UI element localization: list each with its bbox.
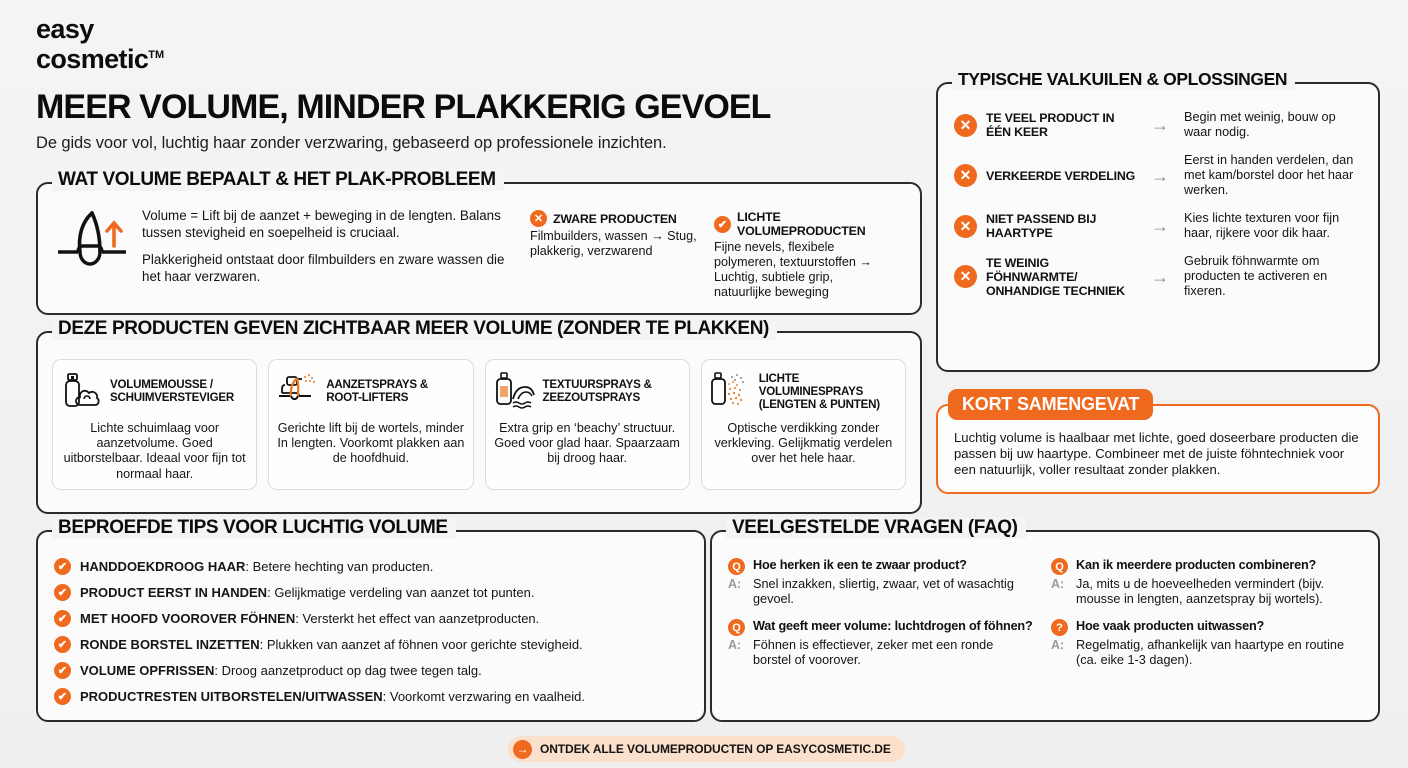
faq-answer-label: A: (728, 577, 742, 591)
check-circle-icon: ✔ (54, 584, 71, 601)
faq-answer-label: A: (728, 638, 742, 652)
tip-lead: PRODUCT EERST IN HANDEN (80, 585, 268, 600)
section-title-summary: KORT SAMENGEVAT (948, 389, 1153, 420)
product-name-mousse: VOLUMEMOUSSE / SCHUIMVERSTEVIGER (110, 378, 234, 404)
faq-answer: Regelmatig, afhankelijk van haartype en routine (ca. eike 1-3 dagen). (1076, 638, 1345, 667)
compare-light-label: LICHTE VOLUMEPRODUCTEN (737, 210, 866, 238)
section-title-basics: WAT VOLUME BEPAALT & HET PLAK-PROBLEEM (52, 169, 504, 191)
x-circle-icon: ✕ (954, 114, 977, 137)
faq-item (1051, 558, 1356, 607)
arrow-right-icon: → (1151, 115, 1169, 135)
check-circle-icon: ✔ (54, 662, 71, 679)
section-title-pitfalls: TYPISCHE VALKUILEN & OPLOSSINGEN (952, 69, 1295, 90)
faq-answer-label: A: (1051, 577, 1065, 591)
list-item: ✔ RONDE BORSTEL INZETTEN: Plukken van aanzet af föhnen voor gerichte stevigheid. (54, 636, 690, 653)
question-badge-icon: ? (1051, 619, 1068, 636)
brand-line-2 (36, 42, 164, 72)
x-circle-icon: ✕ (530, 210, 547, 227)
faq-answer: Föhnen is effectiever, zeker met een ronde borstel of voorover. (753, 638, 994, 667)
product-card-texture-spray[interactable] (485, 359, 690, 490)
faq-column-right (1051, 558, 1356, 680)
pitfall-problem: TE VEEL PRODUCT IN ÉÉN KEER (986, 111, 1115, 139)
x-circle-icon: ✕ (954, 215, 977, 238)
volume-mist-spray-icon (710, 372, 752, 410)
check-circle-icon: ✔ (54, 610, 71, 627)
list-item: ✔ PRODUCTRESTEN UITBORSTELEN/UITWASSEN: Voorkomt verzwaring en vaalheid. (54, 688, 690, 705)
faq-item (1051, 619, 1356, 668)
basics-text (142, 208, 522, 300)
basics-paragraph-2: Plakkerigheid ontstaat door filmbuilders en zware wassen die het haar verzwaren. (142, 252, 505, 284)
arrow-right-circle-icon: → (513, 740, 532, 759)
hair-follicle-lift-icon (56, 208, 134, 300)
tip-rest: Plukken van aanzet af föhnen voor gerichte stevigheid. (266, 637, 583, 652)
tip-rest: Versterkt het effect van aanzetproducten. (302, 611, 540, 626)
faq-question: Hoe herken ik een te zwaar product? (753, 558, 967, 572)
compare-light-products (714, 210, 882, 300)
faq-item (728, 619, 1033, 668)
faq-answer-label: A: (1051, 638, 1065, 652)
section-title-products: DEZE PRODUCTEN GEVEN ZICHTBAAR MEER VOLUME (ZONDER TE PLAKKEN) (52, 318, 777, 340)
faq-item (728, 558, 1033, 607)
tip-lead: HANDDOEKDROOG HAAR (80, 559, 246, 574)
basics-paragraph-1: Volume = Lift bij de aanzet + beweging in de lengten. Balans tussen stevigheid en soepelheid is cruciaal. (142, 208, 501, 240)
arrow-right-icon: → (1151, 165, 1169, 186)
pitfall-solution: Eerst in handen verdelen, dan met kam/borstel door het haar werken. (1184, 153, 1354, 197)
section-title-faq: VEELGESTELDE VRAGEN (FAQ) (726, 517, 1026, 539)
arrow-right-icon: → (1151, 216, 1169, 236)
compare-heavy-products (530, 210, 698, 300)
tip-rest: Droog aanzetproduct op dag twee tegen talg. (221, 663, 482, 678)
compare-light-body: Fijne nevels, flexibele polymeren, textuurstoffen → Luchtig, subtiele grip, natuurlijke beweging (714, 240, 872, 299)
faq-question: Kan ik meerdere producten combineren? (1076, 558, 1317, 572)
list-item (954, 110, 1364, 140)
summary-body: Luchtig volume is haalbaar met lichte, goed doseerbare producten die passen bij uw haartype. Combineer met de juiste föhntechniek voor een natuurlijk, voller resultaat zonder plakken. (954, 430, 1359, 477)
product-card-mousse[interactable] (52, 359, 257, 490)
faq-column-left (728, 558, 1033, 680)
pitfall-solution: Begin met weinig, bouw op waar nodig. (1184, 110, 1336, 139)
faq-answer: Snel inzakken, sliertig, zwaar, vet of wasachtig gevoel. (753, 577, 1014, 606)
pitfall-problem: NIET PASSEND BIJ HAARTYPE (986, 212, 1097, 240)
pitfall-problem: VERKEERDE VERDELING (986, 168, 1136, 183)
question-badge-icon: Q (728, 558, 745, 575)
page-subtitle: De gids voor vol, luchtig haar zonder verzwaring, gebaseerd op professionele inzichten. (36, 134, 667, 152)
tip-lead: PRODUCTRESTEN UITBORSTELEN/UITWASSEN (80, 689, 383, 704)
product-desc-mousse: Lichte schuimlaag voor aanzetvolume. Goed uitborstelbaar. Ideaal voor fijn tot normaal haar. (63, 421, 246, 481)
cta-label: ONTDEK ALLE VOLUMEPRODUCTEN OP EASYCOSMETIC.DE (540, 742, 891, 756)
check-circle-icon: ✔ (54, 688, 71, 705)
compare-heavy-label: ZWARE PRODUCTEN (553, 211, 677, 226)
product-desc-volume-mist: Optische verdikking zonder verkleving. Gelijkmatig verdelen over het hele haar. (714, 421, 893, 466)
tip-lead: MET HOOFD VOOROVER FÖHNEN (80, 611, 296, 626)
pitfall-solution: Kies lichte texturen voor fijn haar, rijkere voor dik haar. (1184, 211, 1340, 240)
section-summary (936, 394, 1380, 494)
tip-rest: Betere hechting van producten. (252, 559, 434, 574)
brand-line-1: easy (36, 14, 94, 44)
list-item (954, 254, 1364, 299)
mousse-can-foam-icon (61, 372, 103, 410)
tip-rest: Voorkomt verzwaring en vaalheid. (389, 689, 585, 704)
arrow-right-icon: → (1151, 266, 1169, 287)
x-circle-icon: ✕ (954, 164, 977, 187)
x-circle-icon: ✕ (954, 265, 977, 288)
question-badge-icon: Q (1051, 558, 1068, 575)
section-tips (36, 517, 706, 722)
brand-word: cosmetic (36, 44, 149, 74)
tip-rest: Gelijkmatige verdeling van aanzet tot punten. (274, 585, 535, 600)
tip-lead: RONDE BORSTEL INZETTEN (80, 637, 260, 652)
check-circle-icon: ✔ (714, 216, 731, 233)
product-desc-texture-spray: Extra grip en ‘beachy’ structuur. Goed voor glad haar. Spaarzaam bij droog haar. (494, 421, 680, 466)
list-item (954, 211, 1364, 241)
trademark-symbol: TM (148, 49, 165, 61)
list-item: ✔ PRODUCT EERST IN HANDEN: Gelijkmatige verdeling van aanzet tot punten. (54, 584, 690, 601)
section-title-tips: BEPROEFDE TIPS VOOR LUCHTIG VOLUME (52, 517, 456, 539)
section-pitfalls (936, 69, 1380, 372)
question-badge-icon: Q (728, 619, 745, 636)
list-item (954, 153, 1364, 198)
section-faq (710, 517, 1380, 722)
pitfall-solution: Gebruik föhnwarmte om producten te activeren en fixeren. (1184, 254, 1328, 298)
brand-logo (36, 16, 164, 72)
list-item: ✔ VOLUME OPFRISSEN: Droog aanzetproduct op dag twee tegen talg. (54, 662, 690, 679)
list-item: ✔ MET HOOFD VOOROVER FÖHNEN: Versterkt het effect van aanzetproducten. (54, 610, 690, 627)
faq-question: Wat geeft meer volume: luchtdrogen of föhnen? (753, 619, 1033, 633)
compare-heavy-body: Filmbuilders, wassen → Stug, plakkerig, verzwarend (530, 229, 697, 258)
product-name-volume-mist: LICHTE VOLUMINESPRAYS (LENGTEN & PUNTEN) (758, 371, 880, 411)
section-volume-basics (36, 169, 922, 315)
check-circle-icon: ✔ (54, 558, 71, 575)
pitfall-problem: TE WEINIG FÖHNWARMTE/ ONHANDIGE TECHNIEK (986, 255, 1125, 298)
section-products (36, 318, 922, 514)
texture-spray-wave-icon (494, 372, 536, 410)
page-title: MEER VOLUME, MINDER PLAKKERIG GEVOEL (36, 88, 771, 126)
product-desc-root-lifter: Gerichte lift bij de wortels, minder In lengten. Voorkomt plakken aan de hoofdhuid. (277, 421, 465, 466)
root-lift-spray-icon (277, 372, 319, 410)
cta-banner[interactable] (508, 736, 905, 762)
list-item: ✔ HANDDOEKDROOG HAAR: Betere hechting van producten. (54, 558, 690, 575)
product-card-root-lifter[interactable] (268, 359, 473, 490)
faq-question: Hoe vaak producten uitwassen? (1076, 619, 1265, 633)
tip-lead: VOLUME OPFRISSEN (80, 663, 215, 678)
faq-answer: Ja, mits u de hoeveelheden vermindert (bijv. mousse in lengten, aanzetspray bij wortels). (1076, 577, 1325, 606)
product-card-volume-mist[interactable] (701, 359, 906, 490)
product-name-root-lifter: AANZETSPRAYS & ROOT-LIFTERS (326, 378, 428, 404)
product-name-texture-spray: TEXTUURSPRAYS & ZEEZOUTSPRAYS (542, 378, 652, 404)
check-circle-icon: ✔ (54, 636, 71, 653)
